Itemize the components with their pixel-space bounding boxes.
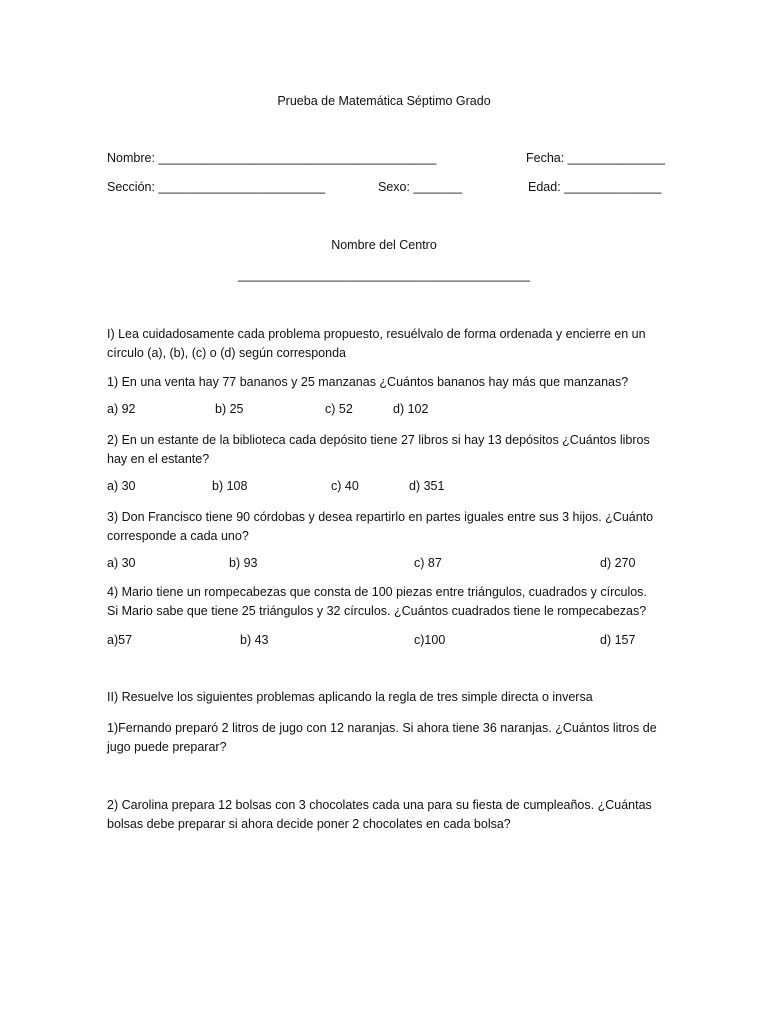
fecha-field[interactable]: Fecha: ______________	[526, 151, 666, 165]
section2-problem-1: 1)Fernando preparó 2 litros de jugo con 12 naranjas. Si ahora tiene 36 naranjas. ¿Cuántos litros de jugo puede preparar?	[107, 721, 657, 754]
q2-option-d[interactable]: d) 351	[409, 479, 445, 493]
q3-option-a[interactable]: a) 30	[107, 556, 136, 570]
q2-option-c[interactable]: c) 40	[331, 479, 359, 493]
q1-option-d[interactable]: d) 102	[393, 402, 429, 416]
q4-option-d[interactable]: d) 157	[600, 633, 636, 647]
section1-instruction: I) Lea cuidadosamente cada problema propuesto, resuélvalo de forma ordenada y encierre en un círculo (a), (b), (c) o (d) según corresponda	[107, 327, 646, 360]
q4-option-c[interactable]: c)100	[414, 633, 446, 647]
seccion-field[interactable]: Sección: ________________________	[107, 180, 326, 194]
q1-option-c[interactable]: c) 52	[325, 402, 353, 416]
q4-option-a[interactable]: a)57	[107, 633, 133, 647]
q3-option-b[interactable]: b) 93	[229, 556, 258, 570]
question-4-line-1: 4) Mario tiene un rompecabezas que consta de 100 piezas entre triángulos, cuadrados y círculos.	[107, 585, 647, 599]
nombre-field[interactable]: Nombre: ________________________________________	[107, 151, 437, 165]
section2-problem-2: 2) Carolina prepara 12 bolsas con 3 chocolates cada una para su fiesta de cumpleaños. ¿Cuántas bolsas debe preparar si ahora decide poner 2 chocolates en cada bolsa?	[107, 798, 652, 831]
q2-option-a[interactable]: a) 30	[107, 479, 136, 493]
question-4-line-2: Si Mario sabe que tiene 25 triángulos y 32 círculos. ¿Cuántos cuadrados tiene le rompecabezas?	[107, 604, 647, 618]
centro-label: Nombre del Centro	[331, 238, 437, 252]
sexo-field[interactable]: Sexo: _______	[378, 180, 463, 194]
q3-option-c[interactable]: c) 87	[414, 556, 442, 570]
q1-option-a[interactable]: a) 92	[107, 402, 136, 416]
centro-line[interactable]: __________________________________________	[238, 268, 530, 282]
q3-option-d[interactable]: d) 270	[600, 556, 636, 570]
section2-instruction: II) Resuelve los siguientes problemas aplicando la regla de tres simple directa o inversa	[107, 690, 593, 704]
page-title: Prueba de Matemática Séptimo Grado	[277, 94, 491, 108]
q1-option-b[interactable]: b) 25	[215, 402, 244, 416]
question-3: 3) Don Francisco tiene 90 córdobas y desea repartirlo en partes iguales entre sus 3 hijos. ¿Cuánto corresponde a cada uno?	[107, 510, 654, 543]
edad-field[interactable]: Edad: ______________	[528, 180, 662, 194]
question-1: 1) En una venta hay 77 bananos y 25 manzanas ¿Cuántos bananos hay más que manzanas?	[107, 375, 629, 389]
q2-option-b[interactable]: b) 108	[212, 479, 248, 493]
q4-option-b[interactable]: b) 43	[240, 633, 269, 647]
question-2: 2) En un estante de la biblioteca cada depósito tiene 27 libros si hay 13 depósitos ¿Cuántos libros hay en el estante?	[107, 433, 650, 466]
